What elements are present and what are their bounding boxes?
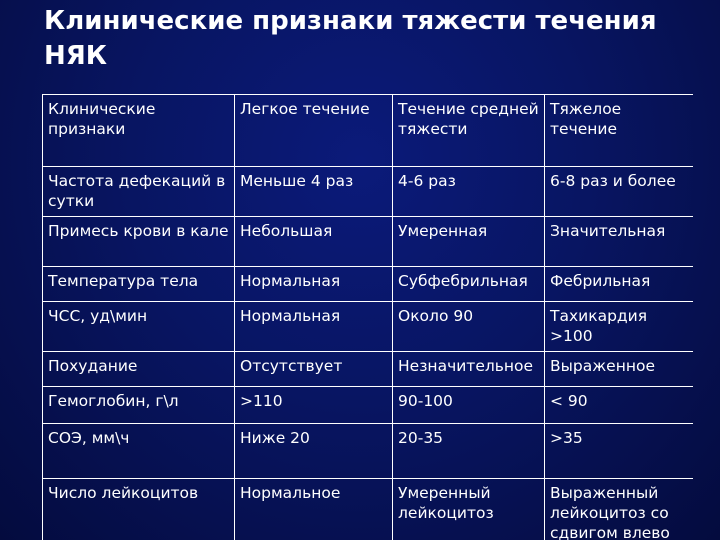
table-cell: 6-8 раз и более xyxy=(545,167,694,217)
table-row xyxy=(43,302,694,352)
table-cell: СОЭ, мм\ч xyxy=(43,424,235,479)
table-row xyxy=(43,387,694,424)
header-cell-criteria: Клинические признаки xyxy=(43,95,235,167)
table-row xyxy=(43,479,694,540)
table-cell: Нормальная xyxy=(235,302,393,352)
table-cell: Выраженный лейкоцитоз со сдвигом влево xyxy=(545,479,694,540)
table-cell: Гемоглобин, г\л xyxy=(43,387,235,424)
table-cell: Небольшая xyxy=(235,217,393,267)
table-cell: >35 xyxy=(545,424,694,479)
header-cell-moderate: Течение средней тяжести xyxy=(393,95,545,167)
table-cell: Меньше 4 раз xyxy=(235,167,393,217)
table-header-row xyxy=(43,95,694,167)
table-row xyxy=(43,267,694,302)
table-row xyxy=(43,352,694,387)
table-cell: Фебрильная xyxy=(545,267,694,302)
table-cell: 4-6 раз xyxy=(393,167,545,217)
table-cell: Незначительное xyxy=(393,352,545,387)
table-cell: 90-100 xyxy=(393,387,545,424)
table-cell: Отсутствует xyxy=(235,352,393,387)
table-cell: Нормальное xyxy=(235,479,393,540)
table-cell: Тахикардия >100 xyxy=(545,302,694,352)
table-cell: Умеренная xyxy=(393,217,545,267)
table-row xyxy=(43,217,694,267)
table-cell: Выраженное xyxy=(545,352,694,387)
table-cell: Число лейкоцитов xyxy=(43,479,235,540)
table-cell: Около 90 xyxy=(393,302,545,352)
table-cell: Умеренный лейкоцитоз xyxy=(393,479,545,540)
severity-table xyxy=(42,94,693,540)
table-cell: Нормальная xyxy=(235,267,393,302)
table-cell: ЧСС, уд\мин xyxy=(43,302,235,352)
table-cell: Ниже 20 xyxy=(235,424,393,479)
table-cell: 20-35 xyxy=(393,424,545,479)
table-cell: Похудание xyxy=(43,352,235,387)
header-cell-severe: Тяжелое течение xyxy=(545,95,694,167)
severity-table-container xyxy=(42,94,693,540)
table-cell: Температура тела xyxy=(43,267,235,302)
header-cell-mild: Легкое течение xyxy=(235,95,393,167)
table-cell: Значительная xyxy=(545,217,694,267)
table-row xyxy=(43,167,694,217)
table-row xyxy=(43,424,694,479)
table-cell: Субфебрильная xyxy=(393,267,545,302)
table-cell: Частота дефекаций в сутки xyxy=(43,167,235,217)
slide-title: Клинические признаки тяжести течения НЯК xyxy=(44,6,657,71)
table-cell: Примесь крови в кале xyxy=(43,217,235,267)
table-cell: < 90 xyxy=(545,387,694,424)
table-cell: >110 xyxy=(235,387,393,424)
